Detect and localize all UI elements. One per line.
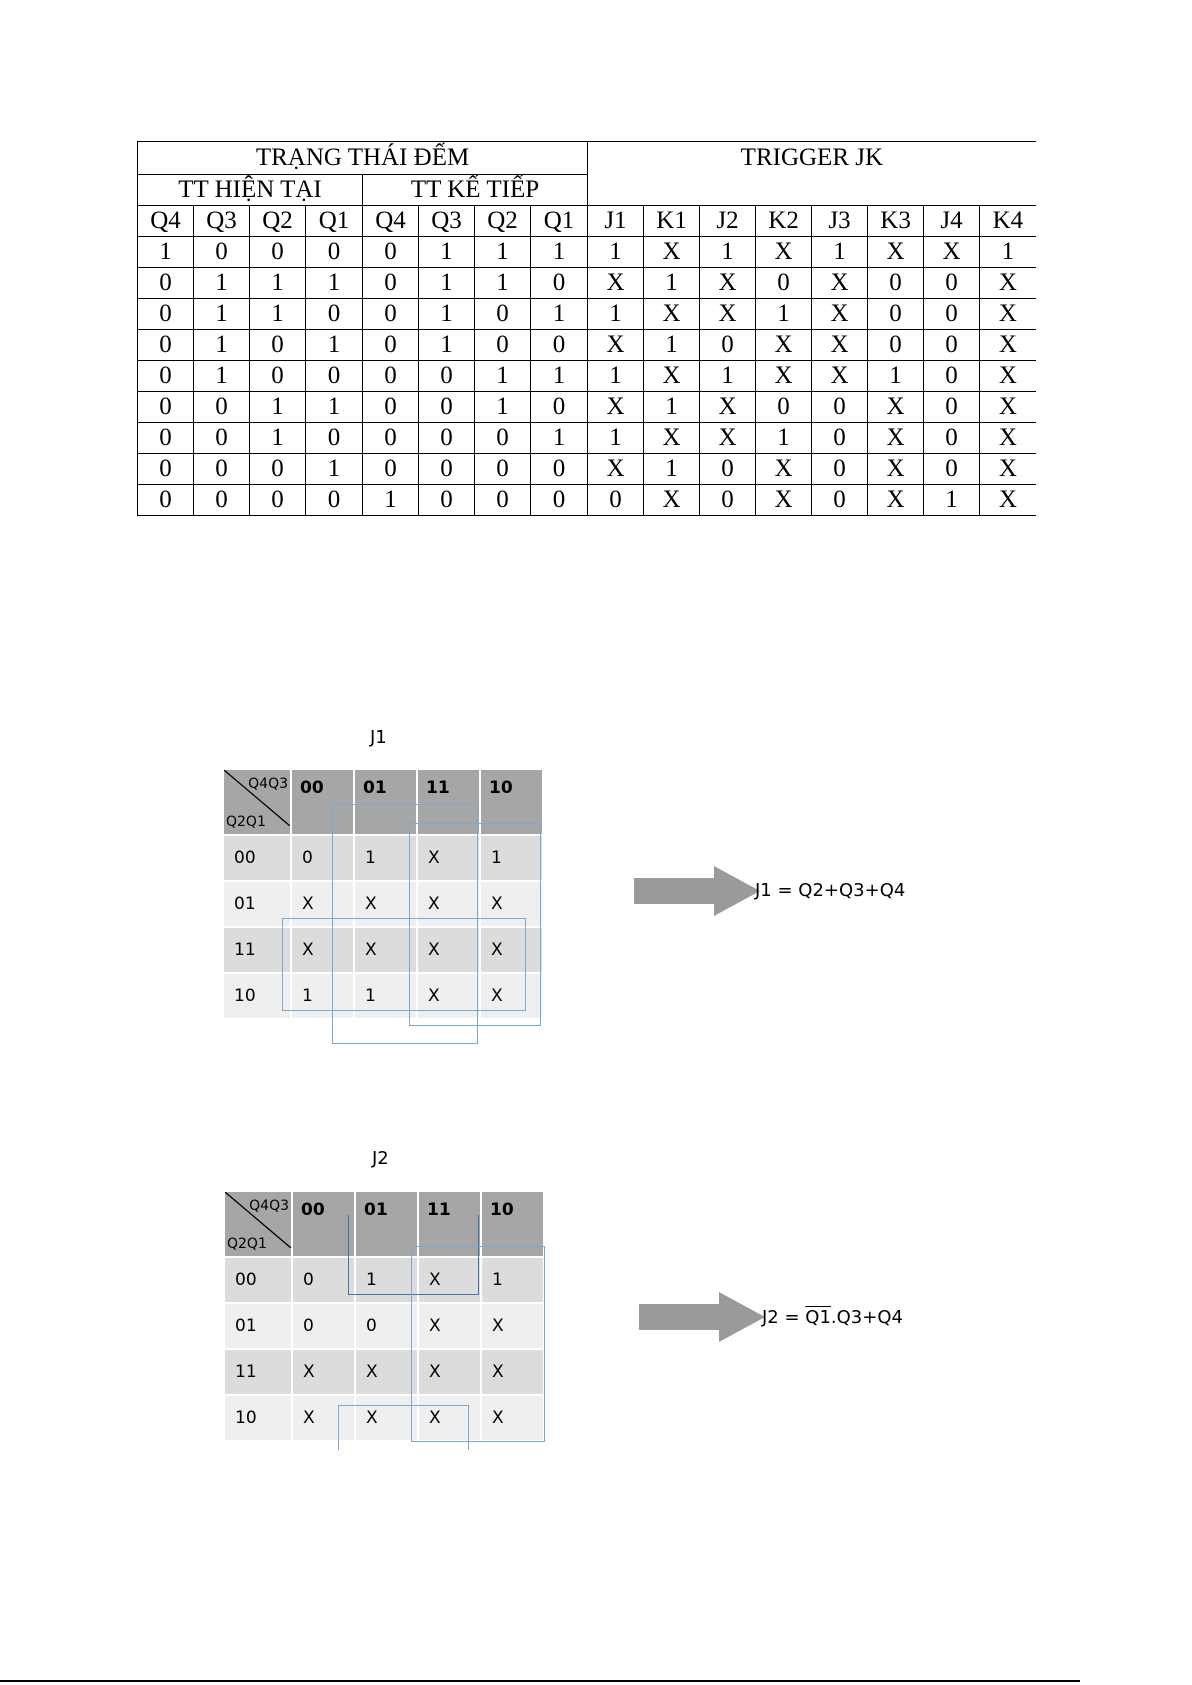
table-cell: 1 bbox=[138, 237, 194, 268]
column-header: K3 bbox=[868, 206, 924, 237]
column-header: Q2 bbox=[475, 206, 531, 237]
table-cell: 0 bbox=[419, 485, 475, 516]
table-cell: 0 bbox=[531, 392, 588, 423]
table-cell: 0 bbox=[924, 330, 980, 361]
table-cell: 0 bbox=[924, 423, 980, 454]
table-cell: 0 bbox=[756, 392, 812, 423]
table-row bbox=[138, 485, 1036, 516]
column-header: Q3 bbox=[419, 206, 475, 237]
equation-lhs: J1 = bbox=[755, 880, 799, 901]
table-cell: 0 bbox=[138, 330, 194, 361]
kmap-cell: X bbox=[482, 1350, 543, 1394]
table-cell: 0 bbox=[812, 392, 868, 423]
table-row bbox=[138, 330, 1036, 361]
kmap-col-var: Q4Q3 bbox=[249, 1198, 289, 1214]
table-cell: X bbox=[700, 423, 756, 454]
table-cell: 0 bbox=[306, 299, 363, 330]
table-cell: 1 bbox=[924, 485, 980, 516]
kmap-cell: X bbox=[418, 882, 479, 926]
table-cell: X bbox=[756, 454, 812, 485]
table-cell: 1 bbox=[588, 299, 644, 330]
table-cell: 0 bbox=[812, 485, 868, 516]
table-cell: 0 bbox=[306, 361, 363, 392]
table-cell: X bbox=[980, 454, 1036, 485]
table-cell: 0 bbox=[194, 392, 250, 423]
table-cell: 0 bbox=[756, 268, 812, 299]
kmap-col-header: 00 bbox=[293, 1192, 354, 1256]
table-cell: X bbox=[812, 361, 868, 392]
table-cell: X bbox=[980, 392, 1036, 423]
table-cell: 0 bbox=[812, 454, 868, 485]
table-cell: 0 bbox=[250, 361, 306, 392]
trigger-group-header: TRIGGER JK bbox=[588, 142, 1036, 206]
table-cell: 1 bbox=[306, 392, 363, 423]
kmap-cell: 1 bbox=[356, 1258, 417, 1302]
table-cell: 0 bbox=[475, 330, 531, 361]
table-cell: 1 bbox=[588, 237, 644, 268]
table-cell: 0 bbox=[419, 454, 475, 485]
table-cell: X bbox=[644, 485, 700, 516]
table-cell: X bbox=[588, 454, 644, 485]
table-cell: 0 bbox=[363, 423, 419, 454]
table-row bbox=[138, 392, 1036, 423]
table-cell: 0 bbox=[363, 454, 419, 485]
table-cell: 0 bbox=[924, 454, 980, 485]
table-cell: 0 bbox=[419, 392, 475, 423]
right-arrow-icon bbox=[634, 866, 760, 916]
table-cell: X bbox=[756, 237, 812, 268]
table-cell: 0 bbox=[531, 454, 588, 485]
table-cell: 0 bbox=[138, 392, 194, 423]
table-cell: 0 bbox=[419, 423, 475, 454]
kmap-cell: X bbox=[355, 882, 416, 926]
table-cell: 0 bbox=[363, 237, 419, 268]
kmap-cell: X bbox=[356, 1350, 417, 1394]
table-row bbox=[138, 423, 1036, 454]
table-cell: 1 bbox=[419, 299, 475, 330]
table-cell: 1 bbox=[756, 299, 812, 330]
kmap-col-header: 01 bbox=[355, 770, 416, 834]
kmap-col-header: 01 bbox=[356, 1192, 417, 1256]
table-cell: X bbox=[812, 268, 868, 299]
kmap-col-header: 10 bbox=[482, 1192, 543, 1256]
group-box bbox=[338, 1405, 469, 1450]
table-cell: X bbox=[756, 330, 812, 361]
column-header: K4 bbox=[980, 206, 1036, 237]
kmap-cell: X bbox=[419, 1350, 480, 1394]
table-cell: 0 bbox=[363, 268, 419, 299]
kmap-row-header: 00 bbox=[225, 1258, 291, 1302]
table-cell: X bbox=[644, 237, 700, 268]
kmap-cell: X bbox=[419, 1304, 480, 1348]
right-arrow-icon bbox=[639, 1292, 765, 1342]
table-cell: X bbox=[980, 423, 1036, 454]
table-cell: 0 bbox=[306, 485, 363, 516]
table-cell: 0 bbox=[194, 454, 250, 485]
kmap-cell: X bbox=[418, 928, 479, 972]
table-cell: 0 bbox=[924, 268, 980, 299]
table-cell: 0 bbox=[868, 330, 924, 361]
table-cell: 0 bbox=[306, 423, 363, 454]
column-header: J2 bbox=[700, 206, 756, 237]
column-header: Q1 bbox=[306, 206, 363, 237]
equation-rhs: .Q3+Q4 bbox=[830, 1307, 903, 1328]
table-cell: X bbox=[980, 330, 1036, 361]
table-cell: X bbox=[868, 485, 924, 516]
table-cell: 0 bbox=[475, 485, 531, 516]
kmap-cell: 0 bbox=[293, 1304, 354, 1348]
table-cell: 1 bbox=[363, 485, 419, 516]
table-cell: X bbox=[700, 392, 756, 423]
kmap-col-header: 11 bbox=[418, 770, 479, 834]
table-cell: X bbox=[980, 361, 1036, 392]
column-header: K2 bbox=[756, 206, 812, 237]
kmap-cell: X bbox=[292, 928, 353, 972]
kmap-cell: 0 bbox=[356, 1304, 417, 1348]
table-cell: 1 bbox=[531, 361, 588, 392]
table-cell: X bbox=[980, 485, 1036, 516]
kmap-cell: 1 bbox=[292, 974, 353, 1018]
equation-complement: Q1 bbox=[805, 1307, 831, 1328]
table-cell: 1 bbox=[194, 299, 250, 330]
table-cell: 1 bbox=[980, 237, 1036, 268]
kmap-row-header: 01 bbox=[225, 1304, 291, 1348]
table-cell: 1 bbox=[868, 361, 924, 392]
table-cell: X bbox=[868, 237, 924, 268]
table-row bbox=[138, 237, 1036, 268]
table-cell: X bbox=[812, 330, 868, 361]
table-cell: 1 bbox=[419, 237, 475, 268]
column-header-row bbox=[138, 206, 1036, 237]
kmap-col-header: 10 bbox=[481, 770, 542, 834]
table-cell: 0 bbox=[812, 423, 868, 454]
current-state-header: TT HIỆN TẠI bbox=[138, 175, 363, 206]
column-header: Q2 bbox=[250, 206, 306, 237]
kmap-row-header: 11 bbox=[224, 928, 290, 972]
kmap-row-header: 10 bbox=[224, 974, 290, 1018]
table-cell: 1 bbox=[644, 268, 700, 299]
kmap-col-header: 00 bbox=[292, 770, 353, 834]
table-cell: 0 bbox=[700, 454, 756, 485]
table-row bbox=[138, 361, 1036, 392]
kmap-cell: X bbox=[482, 1304, 543, 1348]
table-cell: 0 bbox=[138, 423, 194, 454]
table-cell: X bbox=[588, 268, 644, 299]
table-cell: 1 bbox=[812, 237, 868, 268]
equation-j1 bbox=[755, 880, 905, 901]
state-table bbox=[137, 141, 1036, 516]
table-cell: X bbox=[588, 330, 644, 361]
column-header: J1 bbox=[588, 206, 644, 237]
kmap-cell: X bbox=[419, 1396, 480, 1440]
table-cell: X bbox=[756, 485, 812, 516]
table-cell: 0 bbox=[868, 268, 924, 299]
table-cell: 1 bbox=[475, 392, 531, 423]
table-cell: X bbox=[700, 299, 756, 330]
table-cell: 0 bbox=[419, 361, 475, 392]
table-cell: 1 bbox=[700, 361, 756, 392]
column-header: K1 bbox=[644, 206, 700, 237]
table-cell: X bbox=[756, 361, 812, 392]
table-cell: X bbox=[868, 423, 924, 454]
table-cell: 0 bbox=[363, 361, 419, 392]
table-cell: X bbox=[812, 299, 868, 330]
equation-j2 bbox=[762, 1307, 903, 1328]
table-cell: 0 bbox=[924, 361, 980, 392]
kmap-cell: X bbox=[419, 1258, 480, 1302]
table-cell: 1 bbox=[419, 330, 475, 361]
table-cell: 1 bbox=[475, 268, 531, 299]
table-cell: 0 bbox=[194, 423, 250, 454]
table-cell: 0 bbox=[868, 299, 924, 330]
table-cell: 1 bbox=[306, 454, 363, 485]
kmap-cell: X bbox=[355, 928, 416, 972]
table-cell: 0 bbox=[924, 392, 980, 423]
table-cell: 1 bbox=[475, 361, 531, 392]
table-cell: X bbox=[588, 392, 644, 423]
table-cell: 0 bbox=[700, 485, 756, 516]
equation-rhs: Q2+Q3+Q4 bbox=[798, 880, 906, 901]
table-cell: 0 bbox=[475, 454, 531, 485]
kmap-row-header: 00 bbox=[224, 836, 290, 880]
table-cell: 0 bbox=[924, 299, 980, 330]
column-header: Q4 bbox=[363, 206, 419, 237]
kmap-cell: 1 bbox=[355, 974, 416, 1018]
column-header: J3 bbox=[812, 206, 868, 237]
table-cell: 0 bbox=[250, 237, 306, 268]
kmap-cell: 1 bbox=[482, 1258, 543, 1302]
kmap-row-var: Q2Q1 bbox=[227, 1236, 267, 1252]
table-cell: X bbox=[700, 268, 756, 299]
table-cell: 0 bbox=[138, 268, 194, 299]
table-cell: X bbox=[868, 392, 924, 423]
table-cell: 1 bbox=[531, 423, 588, 454]
kmap-cell: X bbox=[482, 1396, 543, 1440]
kmap-cell: X bbox=[356, 1396, 417, 1440]
table-cell: 0 bbox=[138, 485, 194, 516]
table-cell: X bbox=[868, 454, 924, 485]
table-cell: 1 bbox=[644, 392, 700, 423]
table-cell: 0 bbox=[588, 485, 644, 516]
kmap-cell: X bbox=[418, 836, 479, 880]
table-row bbox=[138, 454, 1036, 485]
table-cell: 0 bbox=[194, 485, 250, 516]
table-cell: 0 bbox=[475, 423, 531, 454]
table-cell: 0 bbox=[531, 485, 588, 516]
table-cell: X bbox=[924, 237, 980, 268]
table-cell: 0 bbox=[363, 392, 419, 423]
kmap-cell: X bbox=[418, 974, 479, 1018]
kmap-cell: X bbox=[293, 1350, 354, 1394]
table-cell: 0 bbox=[363, 330, 419, 361]
table-cell: X bbox=[644, 361, 700, 392]
table-cell: 1 bbox=[250, 392, 306, 423]
table-cell: 0 bbox=[250, 454, 306, 485]
table-cell: 1 bbox=[419, 268, 475, 299]
table-cell: X bbox=[980, 268, 1036, 299]
kmap-row-header: 11 bbox=[225, 1350, 291, 1394]
kmap-title: J1 bbox=[370, 727, 387, 748]
table-cell: 1 bbox=[194, 361, 250, 392]
kmap-corner bbox=[225, 1192, 291, 1256]
next-state-header: TT KẾ TIẾP bbox=[363, 175, 588, 206]
kmap-cell: X bbox=[293, 1396, 354, 1440]
table-cell: 1 bbox=[306, 330, 363, 361]
equation-lhs: J2 = bbox=[762, 1307, 806, 1328]
table-cell: 0 bbox=[531, 268, 588, 299]
table-cell: 1 bbox=[756, 423, 812, 454]
table-cell: 1 bbox=[250, 423, 306, 454]
kmap-cell: X bbox=[292, 882, 353, 926]
kmap-cell: 0 bbox=[292, 836, 353, 880]
table-cell: 0 bbox=[475, 299, 531, 330]
group-box bbox=[282, 918, 526, 1011]
table-cell: 0 bbox=[363, 299, 419, 330]
column-header: Q4 bbox=[138, 206, 194, 237]
table-cell: 0 bbox=[138, 454, 194, 485]
table-cell: 0 bbox=[306, 237, 363, 268]
kmap-cell: X bbox=[481, 928, 542, 972]
column-header: J4 bbox=[924, 206, 980, 237]
kmap-cell: 1 bbox=[355, 836, 416, 880]
kmap-cell: X bbox=[481, 882, 542, 926]
table-cell: 1 bbox=[250, 268, 306, 299]
column-header: Q3 bbox=[194, 206, 250, 237]
table-cell: 1 bbox=[644, 330, 700, 361]
table-cell: 1 bbox=[475, 237, 531, 268]
table-cell: 1 bbox=[250, 299, 306, 330]
column-header: Q1 bbox=[531, 206, 588, 237]
table-cell: 0 bbox=[250, 330, 306, 361]
kmap-row-header: 10 bbox=[225, 1396, 291, 1440]
table-cell: 1 bbox=[531, 237, 588, 268]
table-cell: 0 bbox=[138, 299, 194, 330]
kmap-row-header: 01 bbox=[224, 882, 290, 926]
table-cell: 0 bbox=[250, 485, 306, 516]
table-cell: 1 bbox=[588, 423, 644, 454]
table-cell: 0 bbox=[700, 330, 756, 361]
table-cell: 1 bbox=[588, 361, 644, 392]
table-cell: X bbox=[980, 299, 1036, 330]
kmap-corner bbox=[224, 770, 290, 834]
table-cell: 1 bbox=[194, 330, 250, 361]
kmap-cell: 1 bbox=[481, 836, 542, 880]
table-cell: 1 bbox=[531, 299, 588, 330]
table-cell: 0 bbox=[194, 237, 250, 268]
state-group-header: TRẠNG THÁI ĐẾM bbox=[138, 142, 588, 175]
kmap-row-var: Q2Q1 bbox=[226, 814, 266, 830]
kmap-title: J2 bbox=[372, 1148, 389, 1169]
table-cell: X bbox=[644, 299, 700, 330]
table-cell: 0 bbox=[138, 361, 194, 392]
kmap-cell: X bbox=[481, 974, 542, 1018]
table-cell: 1 bbox=[194, 268, 250, 299]
table-cell: X bbox=[644, 423, 700, 454]
kmap-col-var: Q4Q3 bbox=[248, 776, 288, 792]
table-cell: 1 bbox=[306, 268, 363, 299]
kmap-col-header: 11 bbox=[419, 1192, 480, 1256]
table-cell: 1 bbox=[644, 454, 700, 485]
table-cell: 1 bbox=[700, 237, 756, 268]
table-row bbox=[138, 268, 1036, 299]
table-row bbox=[138, 299, 1036, 330]
table-cell: 0 bbox=[531, 330, 588, 361]
kmap-cell: 0 bbox=[293, 1258, 354, 1302]
bottom-rule bbox=[0, 1680, 1080, 1682]
